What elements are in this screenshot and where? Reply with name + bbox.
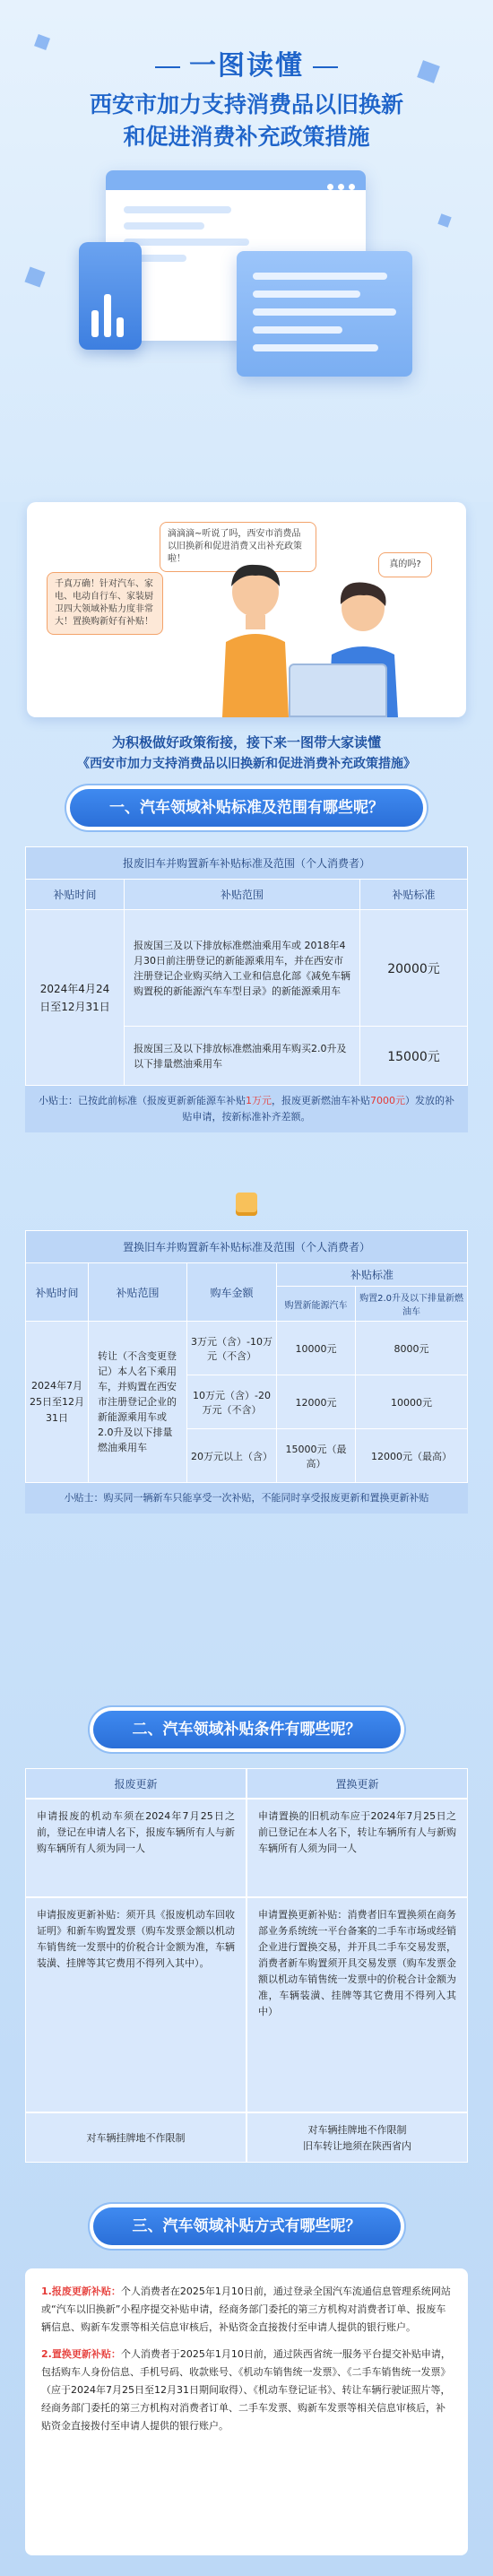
method-label: 1.报废更新补贴：: [41, 2285, 121, 2297]
document-window-illustration: [237, 251, 412, 377]
trade-in-subsidy-table-card: [25, 1230, 468, 1514]
column-header: 补贴时间: [26, 880, 125, 910]
method-text: 个人消费者在2025年1月10日前，通过登录全国汽车流通信息管理系统网站或“汽车以旧换新”小程序提交补贴申请，经商务部门委托的第三方机构对消费者订单、报废车辆信息、购新车发票等相关信息审核后，补贴资金直接拨付至申请人提供的银行账户。: [41, 2285, 451, 2333]
tip-box-1: [25, 1086, 468, 1132]
column-subheader: 购置新能源汽车: [277, 1287, 356, 1322]
table-cell-scope: 报废国三及以下排放标准燃油乘用车购买2.0升及以下排量燃油乘用车: [125, 1027, 360, 1086]
section3-title: 三、汽车领域补贴方式有哪些呢？: [93, 2207, 401, 2245]
condition-cell: 申请报废的机动车须在2024年7月25日之前，登记在申请人名下，报废车辆所有人与新购车辆所有人须为同一人: [25, 1799, 246, 1897]
condition-cell: 对车辆挂牌地不作限制 旧车转让地须在陕西省内: [246, 2112, 468, 2163]
method-label: 2.置换更新补贴：: [41, 2348, 121, 2360]
table-cell-standard: 20000元: [360, 910, 468, 1027]
table-caption: 报废旧车并购置新车补贴标准及范围（个人消费者）: [26, 847, 468, 880]
tip-box-2: 小贴士：购买同一辆新车只能享受一次补贴，不能同时享受报废更新和置换更新补贴: [25, 1483, 468, 1514]
condition-cell: 申请置换的旧机动车应于2024年7月25日之前已登记在本人名下，转让车辆所有人与新购车辆所有人须为同一人: [246, 1799, 468, 1897]
section2-title: 二、汽车领域补贴条件有哪些呢？: [93, 1711, 401, 1748]
trade-in-subsidy-table: [25, 1230, 468, 1483]
column-header: 补贴标准: [360, 880, 468, 910]
condition-cell: 对车辆挂牌地不作限制: [25, 2112, 246, 2163]
section2-header: [0, 1711, 493, 1748]
method-item-1: [41, 2283, 452, 2337]
coin-icon: [236, 1193, 257, 1216]
table-cell-nev: 15000元（最高）: [277, 1429, 356, 1483]
table-caption: 置换旧车并购置新车补贴标准及范围（个人消费者）: [26, 1231, 468, 1263]
section1-header: [0, 789, 493, 827]
method-item-2: [41, 2346, 452, 2435]
table-cell-nev: 10000元: [277, 1322, 356, 1375]
page-title-line1: 西安市加力支持消费品以旧换新: [89, 91, 403, 117]
column-header: 置换更新: [246, 1768, 468, 1799]
tip-text: ，报废更新燃油车补贴: [272, 1095, 370, 1106]
section1-title: 一、汽车领域补贴标准及范围有哪些呢？: [70, 789, 423, 827]
table-cell-amount: 20万元以上（含）: [187, 1429, 277, 1483]
speech-bubble-1: 滴滴滴~听说了吗，西安市消费品以旧换新和促进消费又出补充政策啦！: [160, 522, 316, 572]
methods-card: [25, 2268, 468, 2555]
intro-line2: 《西安市加力支持消费品以旧换新和促进消费补充政策措施》: [77, 757, 416, 771]
column-header: 补贴范围: [125, 880, 360, 910]
table-cell-standard: 15000元: [360, 1027, 468, 1086]
table-cell-amount: 3万元（含）-10万元（不含）: [187, 1322, 277, 1375]
table-cell-fuel: 10000元: [356, 1375, 468, 1429]
table-cell-amount: 10万元（含）-20万元（不含）: [187, 1375, 277, 1429]
scrap-subsidy-table: [25, 846, 468, 1086]
table-cell-scope: 转让（不含变更登记）本人名下乘用车，并购置在西安市注册登记企业的新能源乘用车或2.0升及以下排量燃油乘用车: [89, 1322, 187, 1483]
condition-cell: 申请报废更新补贴：须开具《报废机动车回收证明》和新车购置发票（购车发票金额以机动车销售统一发票中的价税合计金额为准，车辆装潢、挂牌等其它费用不得列入其中）。: [25, 1897, 246, 2112]
laptop-illustration: [289, 664, 387, 717]
tip-highlight: 1万元: [246, 1095, 272, 1106]
column-subheader: 购置2.0升及以下排量新燃油车: [356, 1287, 468, 1322]
decor-cube: [24, 266, 45, 287]
speech-bubble-3: 真的吗?: [378, 552, 432, 577]
table-cell-fuel: 8000元: [356, 1322, 468, 1375]
section3-header: [0, 2207, 493, 2245]
column-header: 报废更新: [25, 1768, 246, 1799]
tip-highlight: 7000元: [370, 1095, 405, 1106]
column-header: 购车金额: [187, 1263, 277, 1322]
speech-bubble-2: 千真万确！针对汽车、家电、电动自行车、家装厨卫四大领域补贴力度非常大！置换购新好有补贴！: [47, 572, 163, 635]
intro-line1: 为积极做好政策衔接，接下来一图带大家读懂: [111, 734, 381, 750]
method-text: 个人消费者于2025年1月10日前，通过陕西省统一服务平台提交补贴申请，包括购车人身份信息、手机号码、收款账号、《机动车销售统一发票》、《二手车销售统一发票》（应于2024年7月25日至12月31日期间取得）、《机动车登记证书》、转让车辆行驶证照片等，经商务部门委托的第三方机构对消费者订单、二手车发票、购新车发票等相关信息审核后，补贴资金直接拨付至申请人提供的银行账户。: [41, 2348, 451, 2432]
chart-device-icon: [79, 242, 142, 350]
condition-cell: 申请置换更新补贴：消费者旧车置换须在商务部业务系统统一平台备案的二手车市场或经销企业进行置换交易，并开具二手车交易发票，消费者新车购置须开具交易发票（购车发票金额以机动车销售统一发票中的价税合计金额为准，车辆装潢、挂牌等其它费用不得列入其中）: [246, 1897, 468, 2112]
hero-banner: [0, 0, 493, 502]
page-title-line2: 和促进消费补充政策措施: [123, 124, 370, 150]
table-cell-nev: 12000元: [277, 1375, 356, 1429]
comic-panel: [27, 502, 466, 717]
table-cell-time: 2024年4月24日至12月31日: [26, 910, 125, 1086]
column-header: 补贴时间: [26, 1263, 89, 1322]
conditions-table: [25, 1768, 468, 2163]
table-cell-scope: 报废国三及以下排放标准燃油乘用车或 2018年4月30日前注册登记的新能源乘用车，并在西安市注册登记企业购买纳入工业和信息化部《减免车辆购置税的新能源汽车车型目录》的新能源乘用车: [125, 910, 360, 1027]
column-header: 补贴范围: [89, 1263, 187, 1322]
intro-text: [0, 732, 493, 775]
tip-text: ）发放的补贴申请，按新标准补齐差额。: [182, 1095, 454, 1123]
scrap-subsidy-table-card: [25, 846, 468, 1132]
decor-cube: [437, 213, 451, 227]
kicker-title: 一图读懂: [0, 43, 493, 82]
table-cell-fuel: 12000元（最高）: [356, 1429, 468, 1483]
table-cell-time: 2024年7月25日至12月31日: [26, 1322, 89, 1483]
column-header: 补贴标准: [277, 1263, 468, 1287]
tip-text: 小贴士：已按此前标准（报废更新新能源车补贴: [39, 1095, 246, 1106]
